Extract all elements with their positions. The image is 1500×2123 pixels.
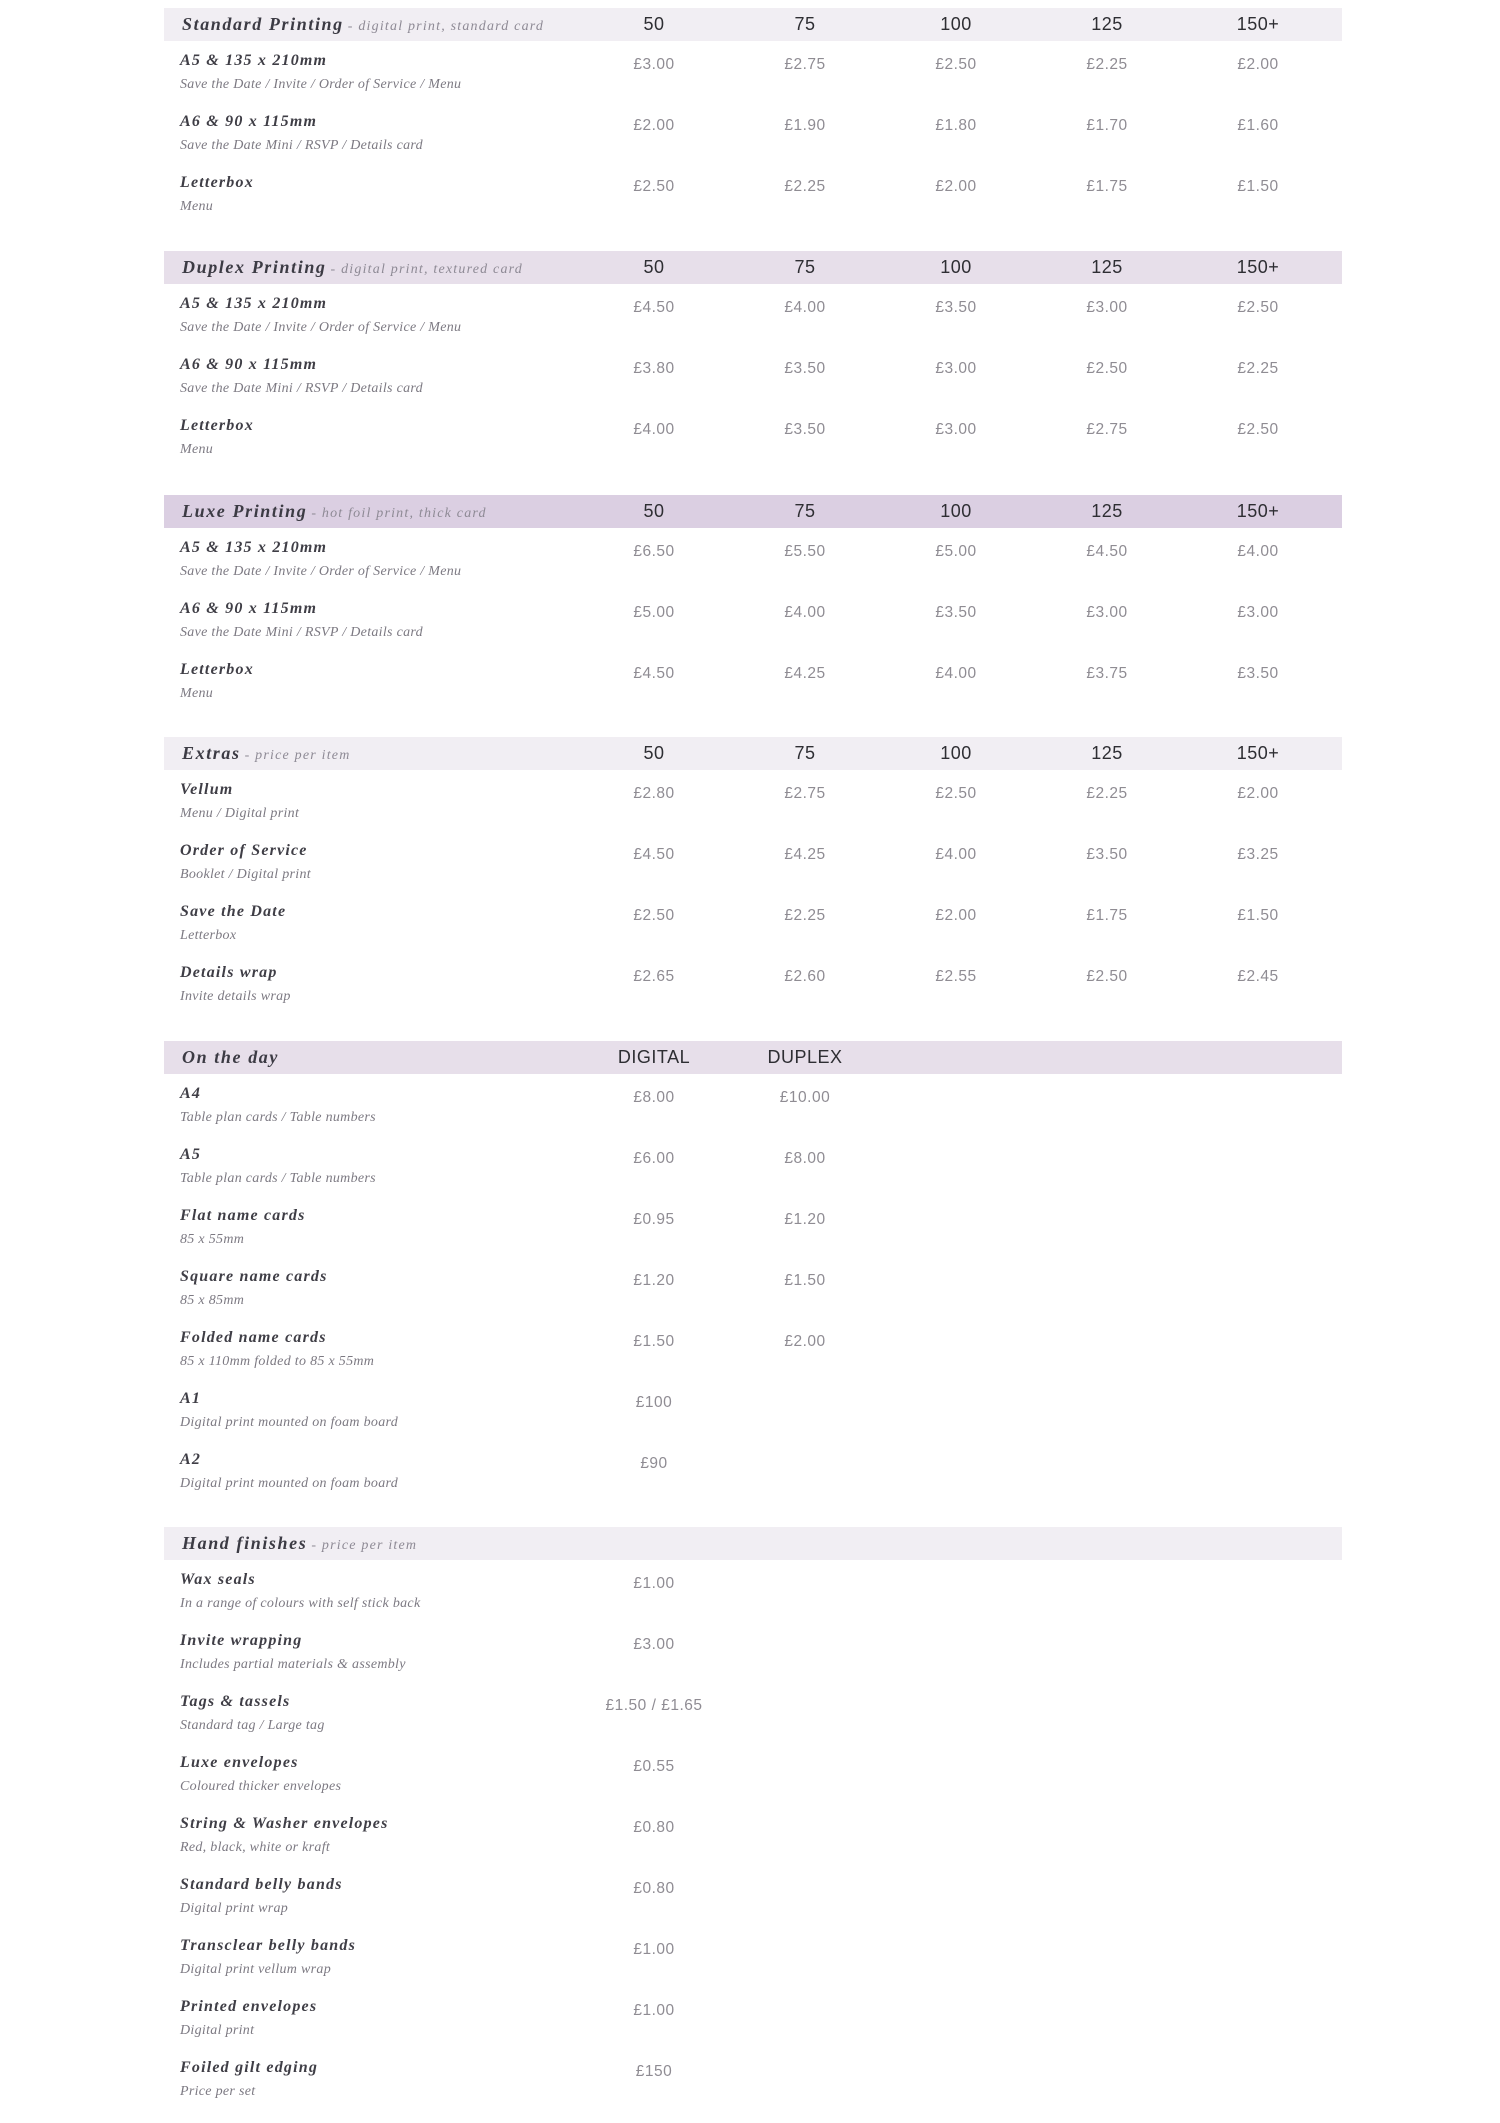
column-header: 125 bbox=[1091, 257, 1123, 277]
column-header: 150+ bbox=[1236, 743, 1280, 763]
price-cell: £2.25 bbox=[1086, 56, 1128, 73]
price-cell: £3.50 bbox=[1237, 665, 1279, 682]
price-cell: £1.00 bbox=[633, 1941, 675, 1958]
item-description: Menu bbox=[180, 199, 214, 214]
price-cell: £1.80 bbox=[935, 117, 977, 134]
item-description: Save the Date / Invite / Order of Service / Menu bbox=[180, 564, 462, 579]
price-cell: £1.50 bbox=[784, 1272, 826, 1289]
price-row bbox=[164, 1443, 1342, 1504]
column-header: 75 bbox=[794, 14, 816, 34]
price-cell: £0.55 bbox=[633, 1758, 675, 1775]
price-cell: £4.00 bbox=[1237, 543, 1279, 560]
price-row bbox=[164, 773, 1342, 834]
section-standard-printing bbox=[164, 8, 1342, 227]
section-rows bbox=[164, 1563, 1342, 2112]
section-rows bbox=[164, 773, 1342, 1017]
price-cell: £2.00 bbox=[784, 1333, 826, 1350]
section-on-the-day bbox=[164, 1041, 1342, 1504]
price-cell: £2.50 bbox=[633, 178, 675, 195]
column-header: 125 bbox=[1091, 501, 1123, 521]
section-title-group bbox=[182, 495, 487, 528]
section-header bbox=[164, 737, 1342, 770]
section-subtitle: - hot foil print, thick card bbox=[311, 506, 487, 521]
section-header bbox=[164, 8, 1342, 41]
price-cell: £3.25 bbox=[1237, 846, 1279, 863]
price-cell: £2.65 bbox=[633, 968, 675, 985]
section-extras bbox=[164, 737, 1342, 1017]
item-description: Coloured thicker envelopes bbox=[180, 1779, 342, 1794]
price-cell: £1.75 bbox=[1086, 178, 1128, 195]
price-row bbox=[164, 531, 1342, 592]
item-description: Save the Date / Invite / Order of Service / Menu bbox=[180, 77, 462, 92]
price-row bbox=[164, 1746, 1342, 1807]
section-title: Duplex Printing bbox=[182, 257, 327, 277]
price-row bbox=[164, 1868, 1342, 1929]
price-cell: £3.75 bbox=[1086, 665, 1128, 682]
price-cell: £4.50 bbox=[1086, 543, 1128, 560]
section-rows bbox=[164, 1077, 1342, 1504]
item-name: Luxe envelopes bbox=[180, 1754, 299, 1771]
price-cell: £4.50 bbox=[633, 299, 675, 316]
price-row bbox=[164, 1199, 1342, 1260]
price-cell: £4.00 bbox=[784, 604, 826, 621]
price-cell: £6.00 bbox=[633, 1150, 675, 1167]
price-cell: £1.60 bbox=[1237, 117, 1279, 134]
price-cell: £1.75 bbox=[1086, 907, 1128, 924]
price-row bbox=[164, 287, 1342, 348]
item-name: Tags & tassels bbox=[180, 1693, 291, 1710]
item-name: Letterbox bbox=[180, 417, 254, 434]
price-cell: £2.00 bbox=[1237, 56, 1279, 73]
price-cell: £2.75 bbox=[1086, 421, 1128, 438]
item-description: In a range of colours with self stick back bbox=[180, 1596, 421, 1611]
item-name: Order of Service bbox=[180, 842, 308, 859]
price-cell: £2.25 bbox=[1237, 360, 1279, 377]
price-cell: £4.50 bbox=[633, 846, 675, 863]
section-subtitle: - digital print, standard card bbox=[347, 19, 545, 34]
item-description: Digital print vellum wrap bbox=[180, 1962, 331, 1977]
section-title-group bbox=[182, 1041, 279, 1074]
section-title: Hand finishes bbox=[182, 1533, 308, 1553]
price-cell: £3.00 bbox=[633, 56, 675, 73]
column-header: 75 bbox=[794, 257, 816, 277]
price-cell: £3.00 bbox=[1086, 604, 1128, 621]
item-name: A5 & 135 x 210mm bbox=[180, 295, 328, 312]
price-cell: £8.00 bbox=[633, 1089, 675, 1106]
item-name: A6 & 90 x 115mm bbox=[180, 600, 318, 617]
price-cell: £2.00 bbox=[1237, 785, 1279, 802]
price-row bbox=[164, 1685, 1342, 1746]
section-header bbox=[164, 1527, 1342, 1560]
price-cell: £0.95 bbox=[633, 1211, 675, 1228]
item-name: Letterbox bbox=[180, 174, 254, 191]
price-cell: £2.50 bbox=[935, 785, 977, 802]
column-header: 100 bbox=[940, 14, 972, 34]
item-name: Printed envelopes bbox=[180, 1998, 318, 2015]
price-cell: £2.50 bbox=[935, 56, 977, 73]
column-header: 150+ bbox=[1236, 14, 1280, 34]
price-cell: £3.00 bbox=[1237, 604, 1279, 621]
price-cell: £100 bbox=[635, 1394, 673, 1411]
item-description: 85 x 85mm bbox=[180, 1293, 245, 1308]
price-cell: £3.50 bbox=[935, 604, 977, 621]
column-header: DUPLEX bbox=[767, 1047, 843, 1067]
price-row bbox=[164, 1382, 1342, 1443]
price-cell: £0.80 bbox=[633, 1880, 675, 1897]
item-name: A5 & 135 x 210mm bbox=[180, 539, 328, 556]
item-description: Save the Date Mini / RSVP / Details card bbox=[180, 625, 423, 640]
price-row bbox=[164, 1990, 1342, 2051]
column-header: 100 bbox=[940, 743, 972, 763]
section-title: On the day bbox=[182, 1047, 279, 1067]
item-description: Menu / Digital print bbox=[180, 806, 300, 821]
price-cell: £1.50 bbox=[633, 1333, 675, 1350]
price-cell: £150 bbox=[635, 2063, 673, 2080]
price-cell: £1.50 / £1.65 bbox=[605, 1697, 703, 1714]
price-cell: £2.75 bbox=[784, 785, 826, 802]
item-name: Vellum bbox=[180, 781, 234, 798]
item-name: Save the Date bbox=[180, 903, 287, 920]
item-name: Folded name cards bbox=[180, 1329, 327, 1346]
section-subtitle: - price per item bbox=[311, 1538, 418, 1553]
price-cell: £3.50 bbox=[784, 360, 826, 377]
price-row bbox=[164, 1077, 1342, 1138]
price-cell: £2.50 bbox=[1237, 421, 1279, 438]
section-rows bbox=[164, 531, 1342, 714]
section-header bbox=[164, 495, 1342, 528]
price-row bbox=[164, 2051, 1342, 2112]
price-row bbox=[164, 956, 1342, 1017]
item-name: Standard belly bands bbox=[180, 1876, 343, 1893]
price-cell: £4.00 bbox=[784, 299, 826, 316]
price-cell: £90 bbox=[640, 1455, 668, 1472]
price-cell: £4.00 bbox=[935, 846, 977, 863]
price-cell: £2.60 bbox=[784, 968, 826, 985]
item-name: A5 bbox=[180, 1146, 202, 1163]
section-subtitle: - price per item bbox=[244, 748, 351, 763]
price-cell: £3.80 bbox=[633, 360, 675, 377]
item-name: Invite wrapping bbox=[180, 1632, 303, 1649]
price-cell: £5.00 bbox=[633, 604, 675, 621]
price-cell: £5.50 bbox=[784, 543, 826, 560]
item-description: Digital print wrap bbox=[180, 1901, 289, 1916]
column-header: 100 bbox=[940, 501, 972, 521]
item-description: Letterbox bbox=[180, 928, 237, 943]
section-hand-finishes bbox=[164, 1527, 1342, 2112]
price-row bbox=[164, 1260, 1342, 1321]
price-cell: £5.00 bbox=[935, 543, 977, 560]
item-description: Standard tag / Large tag bbox=[180, 1718, 325, 1733]
section-title-group bbox=[182, 8, 544, 41]
section-title-group bbox=[182, 251, 523, 284]
section-rows bbox=[164, 287, 1342, 470]
item-description: Menu bbox=[180, 686, 214, 701]
column-header: 125 bbox=[1091, 14, 1123, 34]
column-header: 150+ bbox=[1236, 257, 1280, 277]
section-header bbox=[164, 251, 1342, 284]
item-name: A2 bbox=[180, 1451, 202, 1468]
item-description: Digital print mounted on foam board bbox=[180, 1415, 399, 1430]
section-rows bbox=[164, 44, 1342, 227]
price-row bbox=[164, 1929, 1342, 1990]
price-cell: £2.00 bbox=[935, 178, 977, 195]
price-cell: £3.00 bbox=[1086, 299, 1128, 316]
price-row bbox=[164, 44, 1342, 105]
item-description: Digital print mounted on foam board bbox=[180, 1476, 399, 1491]
price-cell: £4.25 bbox=[784, 846, 826, 863]
price-row bbox=[164, 592, 1342, 653]
item-description: 85 x 55mm bbox=[180, 1232, 245, 1247]
column-header: 75 bbox=[794, 743, 816, 763]
price-cell: £3.00 bbox=[633, 1636, 675, 1653]
price-cell: £2.25 bbox=[1086, 785, 1128, 802]
item-name: A4 bbox=[180, 1085, 202, 1102]
item-description: Digital print bbox=[180, 2023, 255, 2038]
price-cell: £4.50 bbox=[633, 665, 675, 682]
price-cell: £1.00 bbox=[633, 2002, 675, 2019]
price-cell: £1.90 bbox=[784, 117, 826, 134]
price-cell: £3.00 bbox=[935, 360, 977, 377]
price-row bbox=[164, 105, 1342, 166]
column-header: 125 bbox=[1091, 743, 1123, 763]
price-row bbox=[164, 166, 1342, 227]
price-row bbox=[164, 1807, 1342, 1868]
item-name: A1 bbox=[180, 1390, 202, 1407]
price-cell: £2.25 bbox=[784, 907, 826, 924]
item-description: 85 x 110mm folded to 85 x 55mm bbox=[180, 1354, 375, 1369]
price-cell: £2.50 bbox=[1086, 968, 1128, 985]
item-description: Save the Date / Invite / Order of Service / Menu bbox=[180, 320, 462, 335]
price-cell: £2.00 bbox=[633, 117, 675, 134]
item-description: Booklet / Digital print bbox=[180, 867, 311, 882]
price-row bbox=[164, 1624, 1342, 1685]
column-header: 150+ bbox=[1236, 501, 1280, 521]
item-description: Red, black, white or kraft bbox=[180, 1840, 331, 1855]
price-cell: £4.00 bbox=[935, 665, 977, 682]
column-header: 75 bbox=[794, 501, 816, 521]
price-cell: £10.00 bbox=[779, 1089, 831, 1106]
item-description: Invite details wrap bbox=[180, 989, 291, 1004]
item-description: Menu bbox=[180, 442, 214, 457]
section-subtitle: - digital print, textured card bbox=[330, 262, 523, 277]
section-title-group bbox=[182, 737, 351, 770]
price-cell: £2.45 bbox=[1237, 968, 1279, 985]
price-cell: £2.55 bbox=[935, 968, 977, 985]
item-description: Save the Date Mini / RSVP / Details card bbox=[180, 138, 423, 153]
price-cell: £2.00 bbox=[935, 907, 977, 924]
column-header: 50 bbox=[643, 743, 665, 763]
section-header bbox=[164, 1041, 1342, 1074]
item-description: Includes partial materials & assembly bbox=[180, 1657, 406, 1672]
price-row bbox=[164, 834, 1342, 895]
item-description: Save the Date Mini / RSVP / Details card bbox=[180, 381, 423, 396]
price-row bbox=[164, 1321, 1342, 1382]
column-header: DIGITAL bbox=[617, 1047, 691, 1067]
price-cell: £1.50 bbox=[1237, 178, 1279, 195]
price-row bbox=[164, 1563, 1342, 1624]
item-name: Transclear belly bands bbox=[180, 1937, 357, 1954]
price-row bbox=[164, 895, 1342, 956]
column-header: 100 bbox=[940, 257, 972, 277]
item-name: A6 & 90 x 115mm bbox=[180, 356, 318, 373]
section-luxe-printing bbox=[164, 495, 1342, 714]
item-name: Letterbox bbox=[180, 661, 254, 678]
price-cell: £8.00 bbox=[784, 1150, 826, 1167]
section-title: Luxe Printing bbox=[182, 501, 308, 521]
price-cell: £1.20 bbox=[784, 1211, 826, 1228]
price-cell: £1.50 bbox=[1237, 907, 1279, 924]
price-cell: £4.25 bbox=[784, 665, 826, 682]
price-cell: £6.50 bbox=[633, 543, 675, 560]
item-name: Square name cards bbox=[180, 1268, 328, 1285]
price-cell: £1.70 bbox=[1086, 117, 1128, 134]
item-name: A6 & 90 x 115mm bbox=[180, 113, 318, 130]
item-name: Details wrap bbox=[180, 964, 278, 981]
price-cell: £2.50 bbox=[1086, 360, 1128, 377]
section-title-group bbox=[182, 1527, 417, 1560]
item-name: Flat name cards bbox=[180, 1207, 306, 1224]
item-name: Wax seals bbox=[180, 1571, 256, 1588]
price-row bbox=[164, 409, 1342, 470]
section-title: Extras bbox=[182, 743, 241, 763]
price-row bbox=[164, 348, 1342, 409]
price-cell: £3.50 bbox=[784, 421, 826, 438]
item-description: Table plan cards / Table numbers bbox=[180, 1110, 376, 1125]
price-row bbox=[164, 1138, 1342, 1199]
item-description: Price per set bbox=[180, 2084, 256, 2099]
price-cell: £3.50 bbox=[935, 299, 977, 316]
price-cell: £1.20 bbox=[633, 1272, 675, 1289]
price-cell: £2.50 bbox=[633, 907, 675, 924]
price-cell: £4.00 bbox=[633, 421, 675, 438]
item-name: String & Washer envelopes bbox=[180, 1815, 389, 1832]
price-cell: £2.50 bbox=[1237, 299, 1279, 316]
price-cell: £0.80 bbox=[633, 1819, 675, 1836]
item-name: A5 & 135 x 210mm bbox=[180, 52, 328, 69]
item-description: Table plan cards / Table numbers bbox=[180, 1171, 376, 1186]
price-cell: £2.80 bbox=[633, 785, 675, 802]
section-title: Standard Printing bbox=[182, 14, 344, 34]
section-duplex-printing bbox=[164, 251, 1342, 470]
column-header: 50 bbox=[643, 257, 665, 277]
column-header: 50 bbox=[643, 14, 665, 34]
price-cell: £1.00 bbox=[633, 1575, 675, 1592]
price-cell: £3.50 bbox=[1086, 846, 1128, 863]
price-row bbox=[164, 653, 1342, 714]
item-name: Foiled gilt edging bbox=[180, 2059, 319, 2076]
column-header: 50 bbox=[643, 501, 665, 521]
price-cell: £2.75 bbox=[784, 56, 826, 73]
price-cell: £2.25 bbox=[784, 178, 826, 195]
price-cell: £3.00 bbox=[935, 421, 977, 438]
